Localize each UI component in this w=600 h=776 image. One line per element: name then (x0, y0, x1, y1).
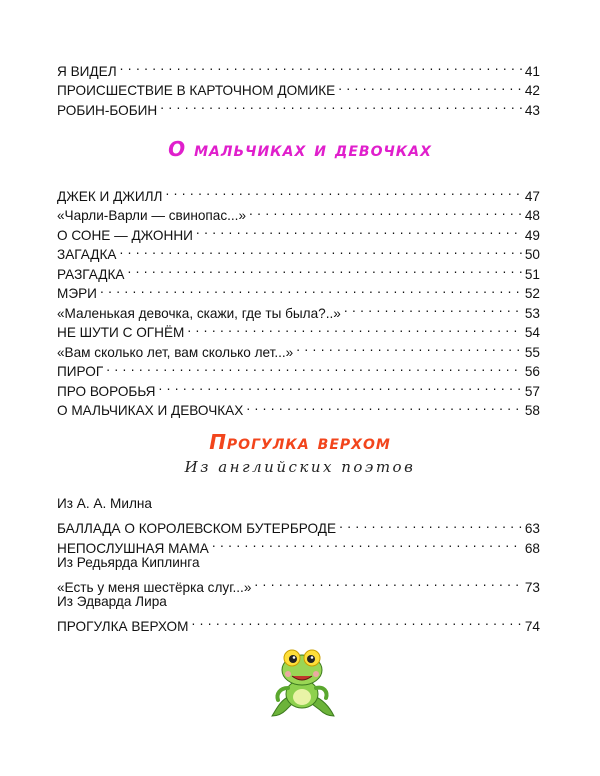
dot-leader (246, 396, 522, 416)
entry-title: ПРОГУЛКА ВЕРХОМ (57, 618, 189, 634)
toc-entry[interactable] (57, 298, 540, 321)
entry-title: ДЖЕК И ДЖИЛЛ (57, 188, 163, 204)
entry-title: ПРОИСШЕСТВИЕ В КАРТОЧНОМ ДОМИКЕ (57, 83, 336, 98)
dot-leader (212, 533, 522, 553)
dot-leader (344, 298, 522, 318)
toc-entry[interactable] (57, 76, 540, 96)
entry-page: 41 (524, 63, 540, 79)
dot-leader (165, 181, 521, 201)
toc-entry[interactable] (57, 572, 540, 595)
entry-page: 43 (524, 102, 540, 118)
entry-page: 52 (524, 286, 540, 301)
entry-page: 56 (524, 364, 540, 379)
toc-entry[interactable] (57, 181, 540, 204)
section-heading: О мальчиках и девочках (168, 137, 432, 161)
toc-entry[interactable] (57, 611, 540, 634)
dot-leader (127, 259, 521, 279)
toc-section-2 (57, 181, 540, 418)
dot-leader (339, 514, 522, 534)
entry-title: НЕ ШУТИ С ОГНЁМ (57, 325, 185, 340)
toc-entry[interactable] (57, 514, 540, 534)
toc-entry[interactable] (57, 240, 540, 260)
entry-title: «Маленькая девочка, скажи, где ты была?..» (57, 305, 341, 321)
entry-title: ПРО ВОРОБЬЯ (57, 383, 156, 399)
toc-entry[interactable] (57, 56, 540, 79)
entry-title: РАЗГАДКА (57, 266, 125, 282)
entry-title: О МАЛЬЧИКАХ И ДЕВОЧКАХ (57, 403, 244, 418)
dot-leader (160, 95, 522, 115)
entry-title: Я ВИДЕЛ (57, 63, 117, 79)
entry-page: 51 (524, 266, 540, 282)
entry-page: 54 (524, 325, 540, 340)
toc-entry[interactable] (57, 279, 540, 299)
author-line (57, 494, 540, 514)
toc-section-3 (57, 494, 540, 634)
author-line (57, 592, 540, 612)
toc-entry[interactable] (57, 357, 540, 377)
entry-page: 55 (524, 344, 540, 360)
frog-icon (268, 638, 338, 727)
entry-page: 68 (524, 540, 540, 556)
dot-leader (119, 240, 521, 260)
entry-page: 74 (524, 618, 540, 634)
entry-page: 49 (524, 227, 540, 243)
dot-leader (196, 220, 522, 240)
dot-leader (120, 56, 522, 76)
entry-page: 57 (524, 383, 540, 399)
entry-title: ЗАГАДКА (57, 247, 117, 262)
entry-title: МЭРИ (57, 286, 97, 301)
section-heading: Прогулка верхом (209, 430, 391, 454)
dot-leader (158, 376, 521, 396)
toc-entry[interactable] (57, 259, 540, 282)
dot-leader (254, 572, 521, 592)
author-name: Из Эдварда Лира (57, 593, 167, 609)
toc-section-1 (57, 56, 540, 118)
dot-leader (338, 76, 522, 96)
section-subheading: Из английских поэтов (184, 458, 416, 476)
dot-leader (106, 357, 522, 377)
entry-page: 48 (524, 208, 540, 223)
author-name: Из Редьярда Киплинга (57, 554, 200, 570)
entry-title: О СОНЕ — ДЖОННИ (57, 227, 193, 243)
entry-title: «Есть у меня шестёрка слуг...» (57, 579, 252, 595)
dot-leader (249, 201, 522, 221)
dot-leader (100, 279, 522, 299)
entry-page: 50 (524, 247, 540, 262)
entry-page: 47 (524, 188, 540, 204)
toc-entry[interactable] (57, 376, 540, 399)
entry-title: «Чарли-Варли — свинопас...» (57, 208, 247, 223)
author-line (57, 553, 540, 573)
author-name: Из А. А. Милна (57, 496, 152, 511)
entry-title: ПИРОГ (57, 364, 104, 379)
entry-page: 53 (524, 305, 540, 321)
entry-title: РОБИН-БОБИН (57, 102, 158, 118)
entry-page: 63 (524, 521, 540, 536)
entry-page: 73 (524, 579, 540, 595)
entry-title: «Вам сколько лет, вам сколько лет...» (57, 344, 294, 360)
entry-title: НЕПОСЛУШНАЯ МАМА (57, 540, 209, 556)
entry-page: 58 (524, 403, 540, 418)
entry-page: 42 (524, 83, 540, 98)
dot-leader (187, 318, 522, 338)
dot-leader (296, 337, 522, 357)
dot-leader (191, 611, 521, 631)
entry-title: БАЛЛАДА О КОРОЛЕВСКОМ БУТЕРБРОДЕ (57, 521, 337, 536)
